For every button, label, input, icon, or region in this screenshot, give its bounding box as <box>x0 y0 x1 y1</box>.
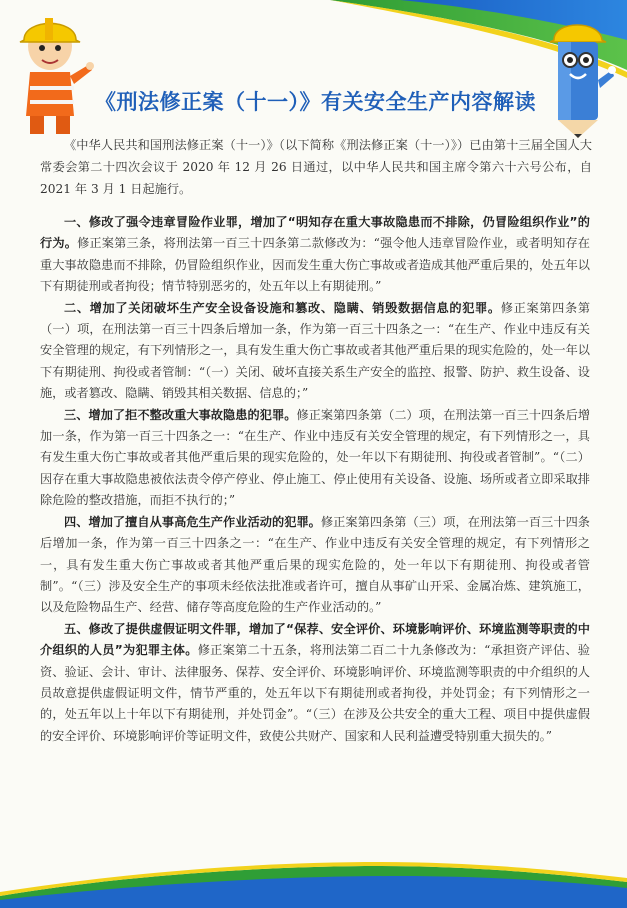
footer-wave-graphic <box>0 856 627 908</box>
pencil-mascot-icon <box>540 10 618 140</box>
section-1 <box>40 212 590 298</box>
footer-banner <box>0 856 627 908</box>
section-3-body: 修正案第四条第（二）项，在刑法第一百三十四条后增加一条，作为第一百三十四条之一：“在生产、作业中违反有关安全管理的规定，有下列情形之一，具有发生重大伤亡事故或者其他严重后果的现实危险的，处一年以下有期徒刑、拘役或者管制”。“（二）因存在重大事故隐患被依法责令停产停业、停止施工、停止使用有关设备、设施、场所或者立即采取排除危险的整改措施，而拒不执行的；” <box>40 407 591 508</box>
section-2-body: 修正案第四条第（一）项，在刑法第一百三十四条后增加一条，作为第一百三十四条之一：“在生产、作业中违反有关安全管理的规定，有下列情形之一，具有发生重大伤亡事故或者其他严重后果的现实危险的，处一年以下有期徒刑、拘役或者管制：“（一）关闭、破坏直接关系生产安全的监控、报警、防护、救生设备、设施，或者篡改、隐瞒、销毁其相关数据、信息的；” <box>40 300 591 401</box>
section-1-heading: 一、修改了强令违章冒险作业罪，增加了“明知存在重大事故隐患而不排除，仍冒险组织作业”的行为。 <box>40 215 590 251</box>
intro-paragraph: 《中华人民共和国刑法修正案（十一）》（以下简称《刑法修正案（十一）》）已由第十三届全国人大常委会第二十四次会议于 2020 年 12 月 26 日通过，以中华人民共和国主席令第六十六号公布，自 2021 年 3 月 1 日起施行。 <box>40 138 592 196</box>
sections-list <box>40 212 590 747</box>
section-2-heading: 二、增加了关闭破坏生产安全设备设施和篡改、隐瞒、销毁数据信息的犯罪。 <box>64 300 501 315</box>
header-wave-graphic <box>0 0 627 150</box>
section-5 <box>40 619 590 747</box>
page-title: 《刑法修正案（十一）》有关安全生产内容解读 <box>95 90 536 114</box>
section-4-body: 修正案第四条第（三）项，在刑法第一百三十四条后增加一条，作为第一百三十四条之一：“在生产、作业中违反有关安全管理的规定，有下列情形之一，具有发生重大伤亡事故或者其他严重后果的现实危险的，处一年以下有期徒刑、拘役或者管制”。“（三）涉及安全生产的事项未经依法批准或者许可，擅自从事矿山开采、金属冶炼、建筑施工，以及危险物品生产、经营、储存等高度危险的生产作业活动的。” <box>40 514 590 615</box>
section-4-heading: 四、增加了擅自从事高危生产作业活动的犯罪。 <box>64 514 321 529</box>
section-3-heading: 三、增加了拒不整改重大事故隐患的犯罪。 <box>64 407 297 422</box>
section-5-body: 修正案第二十五条，将刑法第二百二十九条修改为：“承担资产评估、验资、验证、会计、审计、法律服务、保荐、安全评价、环境影响评价、环境监测等职责的中介组织的人员故意提供虚假证明文件，情节严重的，处五年以下有期徒刑或者拘役，并处罚金；有下列情形之一的，处五年以上十年以下有期徒刑，并处罚金”。“（三）在涉及公共安全的重大工程、项目中提供虚假的安全评价、环境影响评价等证明文件，致使公共财产、国家和人民利益遭受特别重大损失的。” <box>40 643 590 743</box>
section-3 <box>40 405 590 512</box>
worker-mascot-icon <box>12 6 94 136</box>
section-1-body: 修正案第三条，将刑法第一百三十四条第二款修改为：“强令他人违章冒险作业，或者明知存在重大事故隐患而不排除，仍冒险组织作业，因而发生重大伤亡事故或者造成其他严重后果的，处五年以下有期徒刑或者拘役；情节特别恶劣的，处五年以上有期徒刑。” <box>40 236 590 294</box>
section-2 <box>40 298 590 405</box>
section-5-heading: 五、修改了提供虚假证明文件罪，增加了“保荐、安全评价、环境影响评价、环境监测等职责的中介组织的人员”为犯罪主体。 <box>40 621 590 658</box>
section-4 <box>40 512 590 619</box>
header-banner <box>0 0 627 150</box>
